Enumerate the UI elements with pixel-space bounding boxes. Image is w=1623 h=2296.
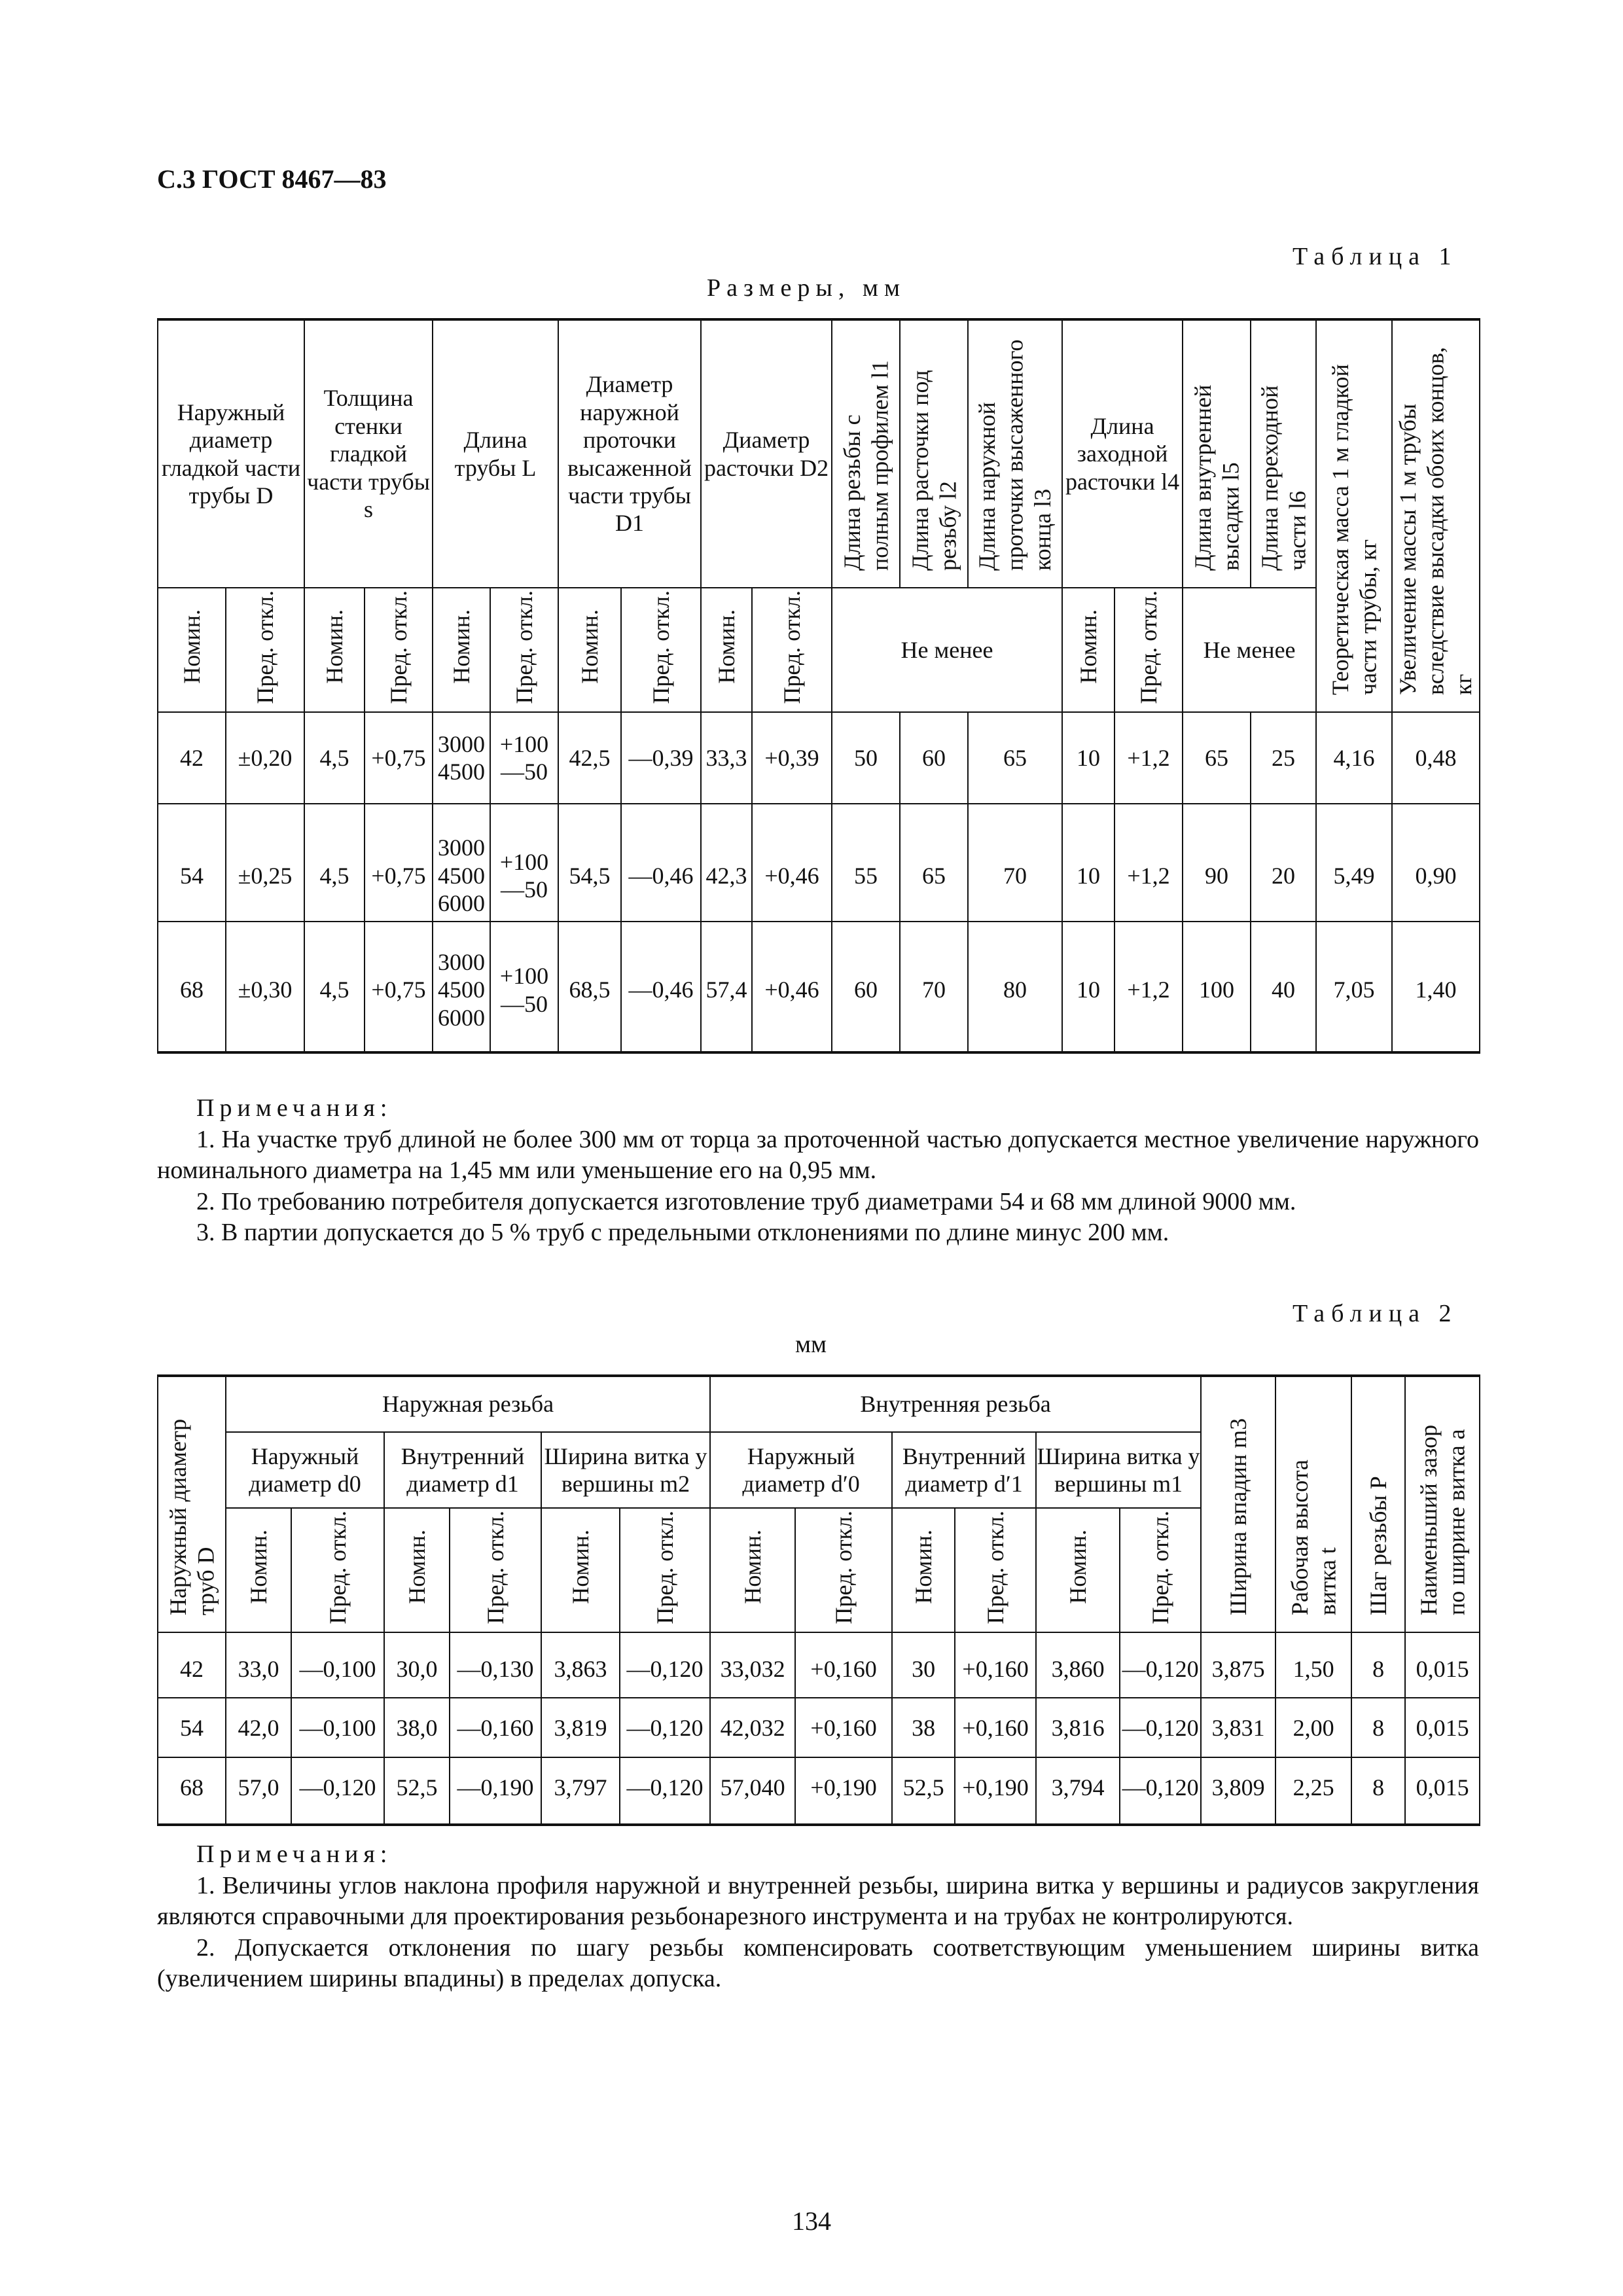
t1-head-l5: Длина внутренней высадки l5 bbox=[1183, 319, 1251, 588]
notes2 bbox=[157, 1839, 1479, 1995]
cell: 4,5 bbox=[304, 922, 365, 1052]
cell: —0,46 bbox=[621, 922, 701, 1052]
cell: 33,0 bbox=[226, 1632, 291, 1698]
cell: 30 bbox=[892, 1632, 955, 1698]
cell: +100 —50 bbox=[490, 922, 558, 1052]
cell: 3000 4500 6000 bbox=[433, 804, 490, 922]
cell: 30,0 bbox=[384, 1632, 450, 1698]
t2-head-t: Рабочая высота витка t bbox=[1275, 1376, 1351, 1632]
table2-subtitle: мм bbox=[795, 1331, 827, 1358]
cell: 42 bbox=[158, 712, 226, 804]
t1-dev: Пред. откл. bbox=[1115, 588, 1183, 712]
t1-nom: Номин. bbox=[701, 588, 752, 712]
table-row bbox=[158, 1698, 1480, 1757]
t1-head-inc: Увеличение массы 1 м трубы вследствие высадки обоих концов, кг bbox=[1392, 319, 1480, 712]
t1-head-l2: Длина расточки под резьбу l2 bbox=[900, 319, 968, 588]
cell: 0,48 bbox=[1392, 712, 1480, 804]
cell: 33,3 bbox=[701, 712, 752, 804]
note-item: 1. Величины углов наклона профиля наружной и внутренней резьбы, ширина витка у вершины и радиусов закругления являются справочными для проектирования резьбонарезного инструмента и на трубах не контролируются. bbox=[157, 1871, 1479, 1930]
t2-dev: Пред. откл. bbox=[795, 1508, 892, 1632]
cell: 3,794 bbox=[1036, 1757, 1120, 1825]
cell: 0,015 bbox=[1405, 1632, 1480, 1698]
cell: —0,120 bbox=[1120, 1698, 1201, 1757]
cell: ±0,30 bbox=[226, 922, 304, 1052]
t2-head-m2: Ширина витка у вершины m2 bbox=[541, 1432, 710, 1508]
cell: 42,032 bbox=[710, 1698, 795, 1757]
cell: +0,190 bbox=[955, 1757, 1036, 1825]
table-row bbox=[158, 1632, 1480, 1698]
t2-head-d1p: Внутренний диаметр d′1 bbox=[892, 1432, 1036, 1508]
t1-head-l3: Длина наружной проточки высаженного конца l3 bbox=[968, 319, 1062, 588]
cell: +0,160 bbox=[795, 1698, 892, 1757]
cell: —0,120 bbox=[620, 1757, 710, 1825]
cell: 0,015 bbox=[1405, 1757, 1480, 1825]
cell: 4,5 bbox=[304, 712, 365, 804]
cell: 8 bbox=[1351, 1698, 1405, 1757]
cell: 70 bbox=[900, 922, 968, 1052]
t1-dev: Пред. откл. bbox=[621, 588, 701, 712]
t2-nom: Номин. bbox=[541, 1508, 620, 1632]
cell: +100 —50 bbox=[490, 712, 558, 804]
t1-head-D2: Диаметр расточки D2 bbox=[701, 319, 832, 588]
cell: +0,46 bbox=[752, 922, 832, 1052]
t1-head-mass: Теоретическая масса 1 м гладкой части трубы, кг bbox=[1316, 319, 1392, 712]
cell: 5,49 bbox=[1316, 804, 1392, 922]
t1-nom: Номин. bbox=[158, 588, 226, 712]
cell: 68,5 bbox=[558, 922, 621, 1052]
t2-dev: Пред. откл. bbox=[291, 1508, 384, 1632]
cell: +1,2 bbox=[1115, 712, 1183, 804]
t1-notless: Не менее bbox=[1183, 588, 1316, 712]
table2 bbox=[157, 1374, 1480, 1826]
cell: +0,39 bbox=[752, 712, 832, 804]
note-item: 1. На участке труб длиной не более 300 мм от торца за проточенной частью допускается местное увеличение наружного номинального диаметра на 1,45 мм или уменьшение его на 0,95 мм. bbox=[157, 1125, 1479, 1184]
cell: 38,0 bbox=[384, 1698, 450, 1757]
cell: 80 bbox=[968, 922, 1062, 1052]
cell: 10 bbox=[1062, 804, 1115, 922]
cell: —0,190 bbox=[450, 1757, 541, 1825]
cell: 42,3 bbox=[701, 804, 752, 922]
cell: +1,2 bbox=[1115, 804, 1183, 922]
cell: 57,0 bbox=[226, 1757, 291, 1825]
t2-dev: Пред. откл. bbox=[620, 1508, 710, 1632]
cell: 3,863 bbox=[541, 1632, 620, 1698]
cell: 54,5 bbox=[558, 804, 621, 922]
cell: 1,40 bbox=[1392, 922, 1480, 1052]
t2-head-d0p: Наружный диаметр d′0 bbox=[710, 1432, 892, 1508]
cell: 65 bbox=[900, 804, 968, 922]
cell: 52,5 bbox=[892, 1757, 955, 1825]
cell: 100 bbox=[1183, 922, 1251, 1052]
cell: 25 bbox=[1251, 712, 1316, 804]
cell: +0,160 bbox=[955, 1698, 1036, 1757]
cell: 2,00 bbox=[1275, 1698, 1351, 1757]
cell: 70 bbox=[968, 804, 1062, 922]
t1-head-l4: Длина заходной расточки l4 bbox=[1062, 319, 1183, 588]
t1-head-D1: Диаметр наружной проточки высаженной части трубы D1 bbox=[558, 319, 701, 588]
note-item: 2. По требованию потребителя допускается изготовление труб диаметрами 54 и 68 мм длиной 9000 мм. bbox=[196, 1187, 1296, 1215]
t1-head-l1: Длина резьбы с полным профилем l1 bbox=[832, 319, 900, 588]
t2-head-a: Наименьший зазор по ширине витка a bbox=[1405, 1376, 1480, 1632]
cell: 4,5 bbox=[304, 804, 365, 922]
cell: +0,160 bbox=[955, 1632, 1036, 1698]
cell: 3,797 bbox=[541, 1757, 620, 1825]
t2-dev: Пред. откл. bbox=[1120, 1508, 1201, 1632]
cell: 57,040 bbox=[710, 1757, 795, 1825]
t1-head-s: Толщина стенки гладкой части трубы s bbox=[304, 319, 433, 588]
t1-notless: Не менее bbox=[832, 588, 1062, 712]
cell: 42,5 bbox=[558, 712, 621, 804]
cell: —0,46 bbox=[621, 804, 701, 922]
cell: 3,819 bbox=[541, 1698, 620, 1757]
cell: 2,25 bbox=[1275, 1757, 1351, 1825]
cell: 3,875 bbox=[1201, 1632, 1275, 1698]
t2-head-m1: Ширина витка у вершины m1 bbox=[1036, 1432, 1201, 1508]
cell: +100 —50 bbox=[490, 804, 558, 922]
cell: —0,120 bbox=[291, 1757, 384, 1825]
t2-head-outer: Наружная резьба bbox=[226, 1376, 710, 1432]
table1-subtitle: Размеры, мм bbox=[707, 274, 906, 302]
cell: +0,46 bbox=[752, 804, 832, 922]
cell: 8 bbox=[1351, 1632, 1405, 1698]
cell: 7,05 bbox=[1316, 922, 1392, 1052]
cell: 0,90 bbox=[1392, 804, 1480, 922]
cell: 4,16 bbox=[1316, 712, 1392, 804]
t1-nom: Номин. bbox=[304, 588, 365, 712]
cell: 3000 4500 bbox=[433, 712, 490, 804]
cell: 3000 4500 6000 bbox=[433, 922, 490, 1052]
cell: 33,032 bbox=[710, 1632, 795, 1698]
notes-title: Примечания: bbox=[196, 1094, 393, 1122]
note-item: 2. Допускается отклонения по шагу резьбы компенсировать соответствующим уменьшением ширины витка (увеличением ширины впадины) в пределах допуска. bbox=[157, 1933, 1479, 1992]
cell: 8 bbox=[1351, 1757, 1405, 1825]
cell: 3,816 bbox=[1036, 1698, 1120, 1757]
t1-head-D: Наружный диаметр гладкой части трубы D bbox=[158, 319, 304, 588]
cell: —0,120 bbox=[620, 1698, 710, 1757]
t2-nom: Номин. bbox=[892, 1508, 955, 1632]
t1-dev: Пред. откл. bbox=[490, 588, 558, 712]
cell: 1,50 bbox=[1275, 1632, 1351, 1698]
t1-head-L: Длина трубы L bbox=[433, 319, 558, 588]
cell: 10 bbox=[1062, 922, 1115, 1052]
cell: 65 bbox=[1183, 712, 1251, 804]
notes1 bbox=[157, 1093, 1479, 1249]
t2-head-inner: Внутренняя резьба bbox=[710, 1376, 1201, 1432]
cell: 90 bbox=[1183, 804, 1251, 922]
t2-head-P: Шаг резьбы P bbox=[1351, 1376, 1405, 1632]
cell: 68 bbox=[158, 1757, 226, 1825]
cell: —0,100 bbox=[291, 1698, 384, 1757]
cell: +1,2 bbox=[1115, 922, 1183, 1052]
cell: ±0,25 bbox=[226, 804, 304, 922]
table-row bbox=[158, 804, 1480, 922]
cell: —0,120 bbox=[1120, 1757, 1201, 1825]
t2-head-D: Наружный диаметр труб D bbox=[158, 1376, 226, 1632]
table-row bbox=[158, 922, 1480, 1052]
cell: 55 bbox=[832, 804, 900, 922]
t2-dev: Пред. откл. bbox=[450, 1508, 541, 1632]
cell: —0,39 bbox=[621, 712, 701, 804]
cell: 42 bbox=[158, 1632, 226, 1698]
t2-nom: Номин. bbox=[226, 1508, 291, 1632]
cell: 68 bbox=[158, 922, 226, 1052]
t1-head-l6: Длина переходной части l6 bbox=[1251, 319, 1316, 588]
cell: 60 bbox=[900, 712, 968, 804]
cell: 42,0 bbox=[226, 1698, 291, 1757]
cell: —0,100 bbox=[291, 1632, 384, 1698]
cell: —0,120 bbox=[1120, 1632, 1201, 1698]
t2-nom: Номин. bbox=[710, 1508, 795, 1632]
t1-nom: Номин. bbox=[558, 588, 621, 712]
cell: +0,75 bbox=[365, 922, 433, 1052]
cell: 3,860 bbox=[1036, 1632, 1120, 1698]
cell: 10 bbox=[1062, 712, 1115, 804]
t1-nom: Номин. bbox=[1062, 588, 1115, 712]
cell: 20 bbox=[1251, 804, 1316, 922]
t2-dev: Пред. откл. bbox=[955, 1508, 1036, 1632]
t2-head-d1: Внутренний диаметр d1 bbox=[384, 1432, 541, 1508]
cell: 3,831 bbox=[1201, 1698, 1275, 1757]
t1-dev: Пред. откл. bbox=[365, 588, 433, 712]
cell: +0,75 bbox=[365, 712, 433, 804]
page-header: С.3 ГОСТ 8467—83 bbox=[157, 164, 387, 194]
page-number: 134 bbox=[792, 2206, 831, 2236]
table1-caption: Таблица 1 bbox=[1293, 243, 1458, 270]
cell: 57,4 bbox=[701, 922, 752, 1052]
cell: 38 bbox=[892, 1698, 955, 1757]
table-row bbox=[158, 712, 1480, 804]
notes-title: Примечания: bbox=[196, 1840, 393, 1868]
cell: 50 bbox=[832, 712, 900, 804]
t2-nom: Номин. bbox=[1036, 1508, 1120, 1632]
t1-nom: Номин. bbox=[433, 588, 490, 712]
cell: 3,809 bbox=[1201, 1757, 1275, 1825]
cell: ±0,20 bbox=[226, 712, 304, 804]
cell: 40 bbox=[1251, 922, 1316, 1052]
t2-head-m3: Ширина впадин m3 bbox=[1201, 1376, 1275, 1632]
t2-head-d0: Наружный диаметр d0 bbox=[226, 1432, 384, 1508]
cell: +0,190 bbox=[795, 1757, 892, 1825]
t1-dev: Пред. откл. bbox=[226, 588, 304, 712]
cell: +0,75 bbox=[365, 804, 433, 922]
cell: —0,160 bbox=[450, 1698, 541, 1757]
table-row bbox=[158, 1757, 1480, 1825]
cell: 52,5 bbox=[384, 1757, 450, 1825]
note-item: 3. В партии допускается до 5 % труб с предельными отклонениями по длине минус 200 мм. bbox=[196, 1219, 1169, 1246]
cell: 0,015 bbox=[1405, 1698, 1480, 1757]
cell: —0,130 bbox=[450, 1632, 541, 1698]
cell: 54 bbox=[158, 804, 226, 922]
cell: 65 bbox=[968, 712, 1062, 804]
cell: —0,120 bbox=[620, 1632, 710, 1698]
t2-nom: Номин. bbox=[384, 1508, 450, 1632]
t1-dev: Пред. откл. bbox=[752, 588, 832, 712]
cell: +0,160 bbox=[795, 1632, 892, 1698]
cell: 60 bbox=[832, 922, 900, 1052]
table2-caption: Таблица 2 bbox=[1293, 1300, 1458, 1327]
cell: 54 bbox=[158, 1698, 226, 1757]
table1 bbox=[157, 318, 1480, 1054]
